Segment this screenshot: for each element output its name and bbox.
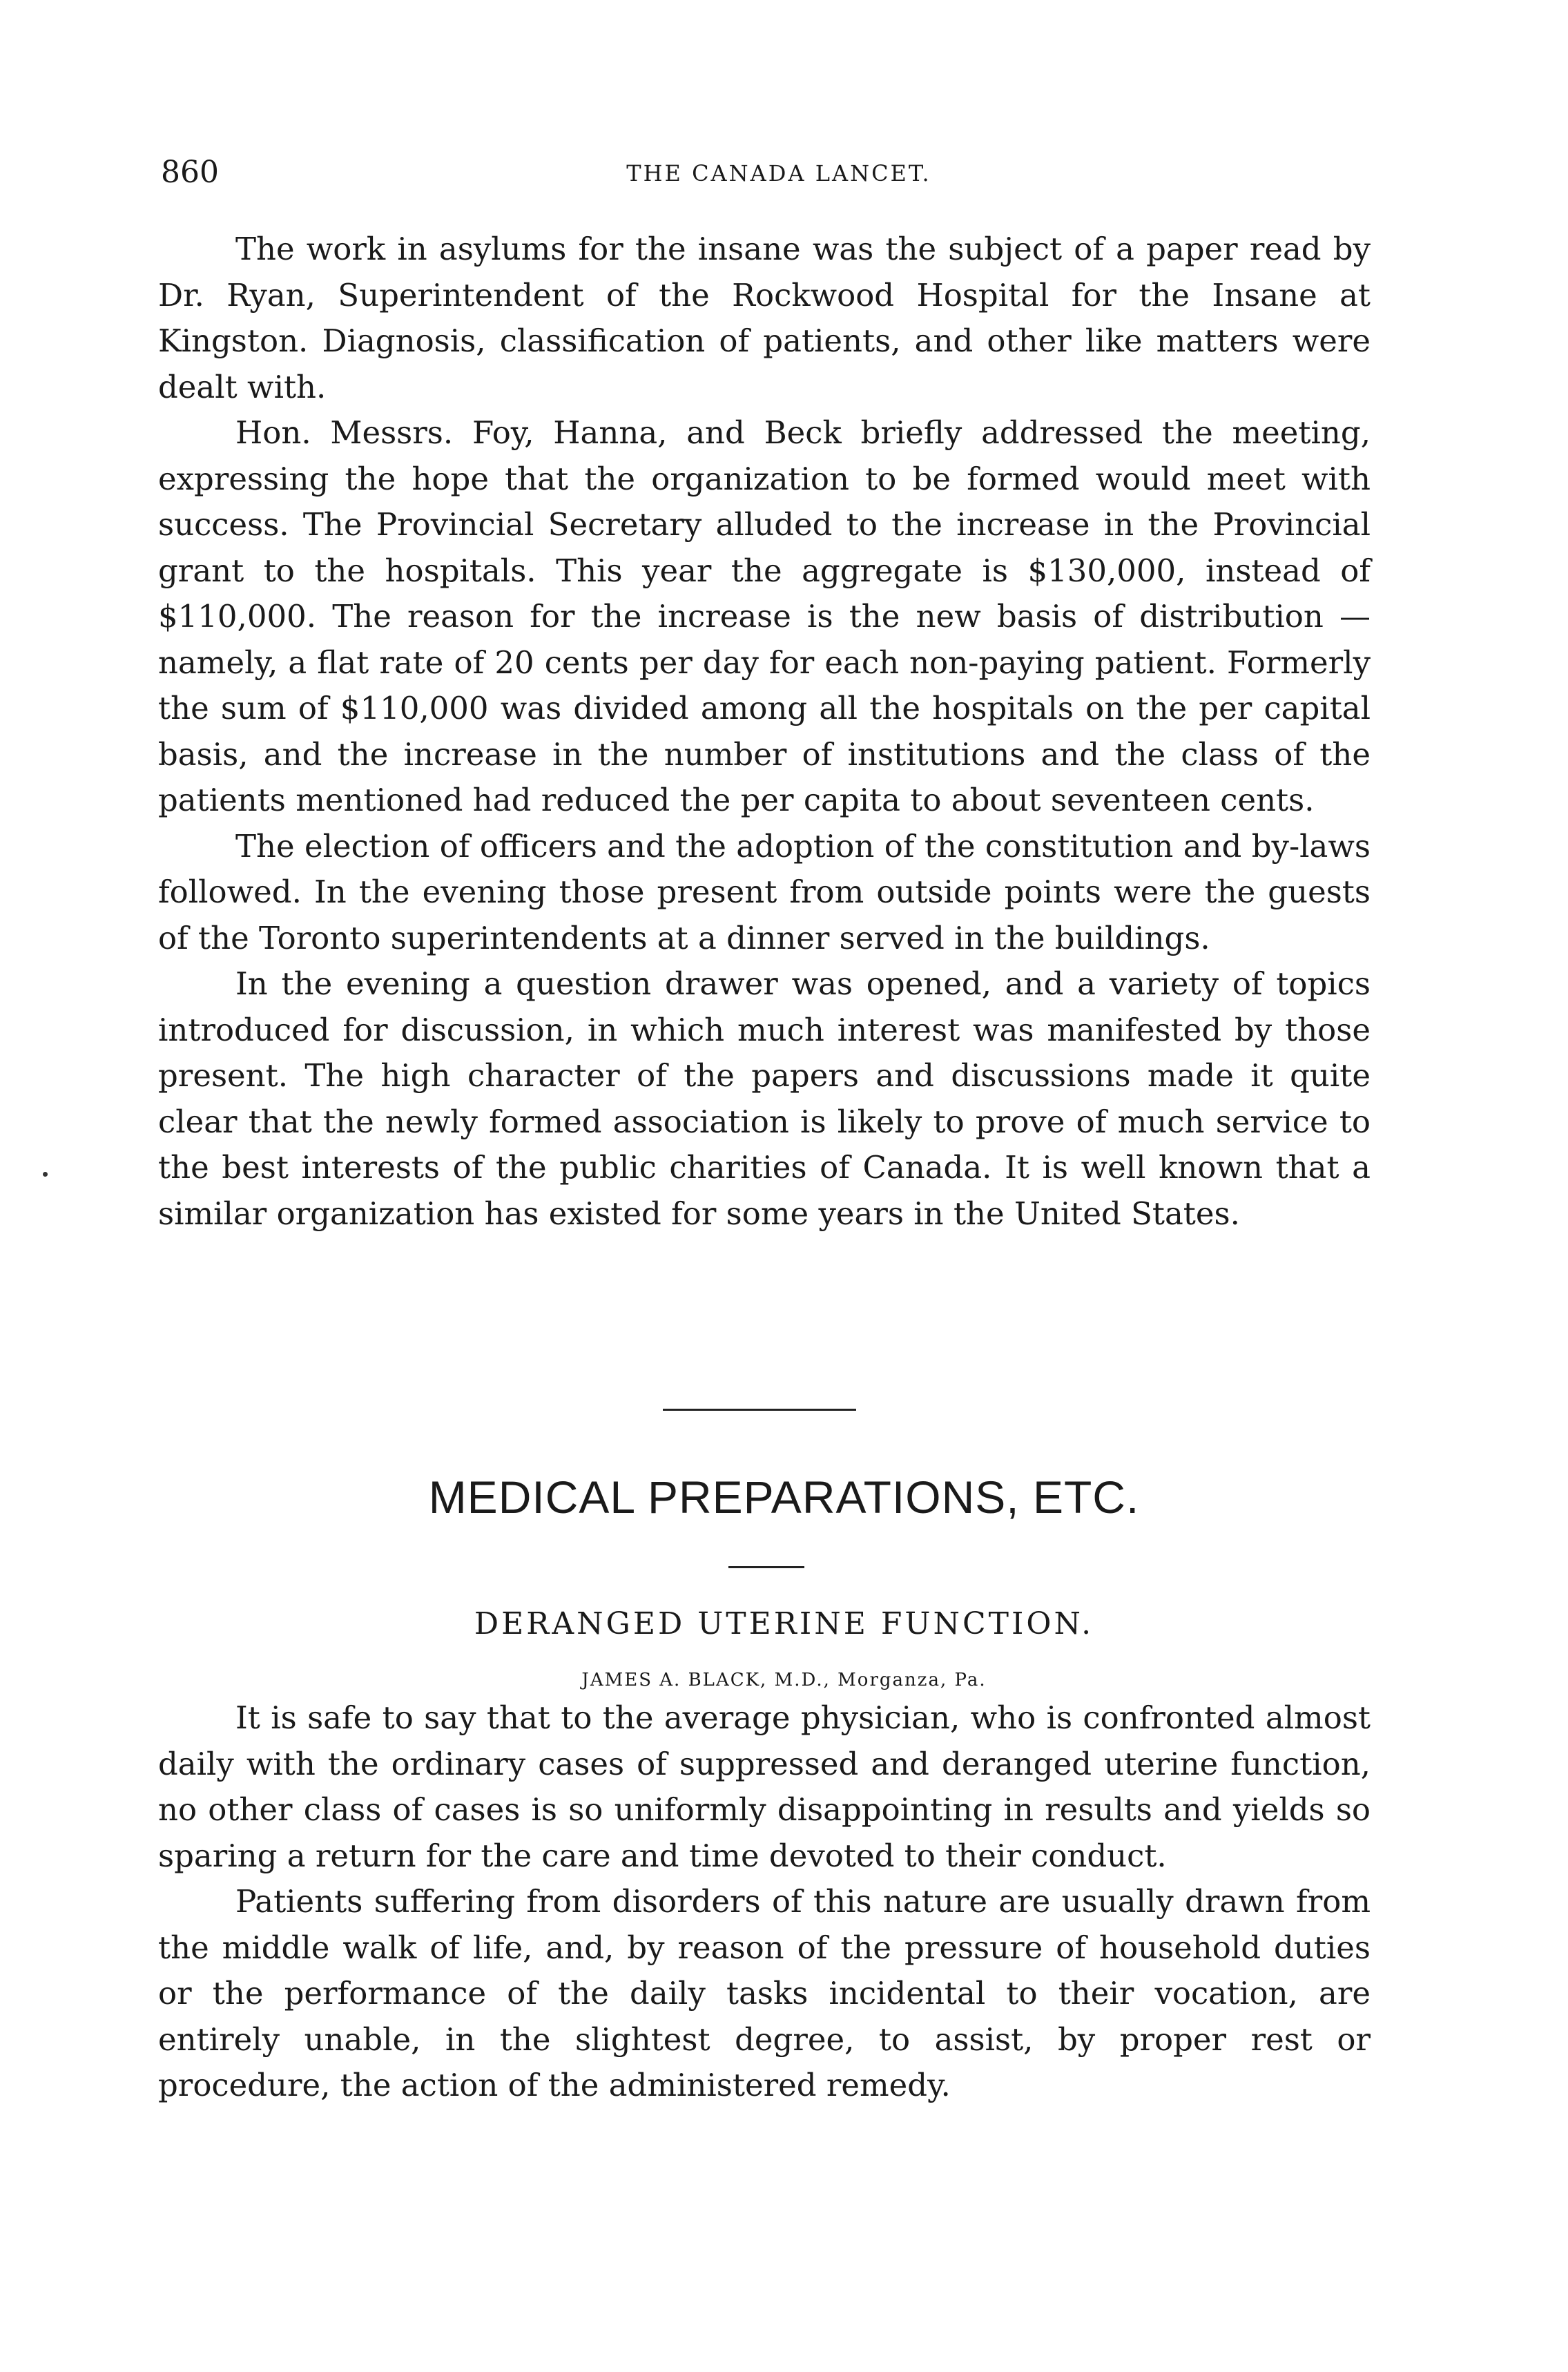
paragraph: The election of officers and the adoption of the constitution and by-laws followed. In the evening those present from outside points were the guests of the Toronto superintendents at a dinner served in the buildings. [158,827,1371,956]
section-divider [663,1409,856,1411]
paragraph: The work in asylums for the insane was the subject of a paper read by Dr. Ryan, Superintendent of the Rockwood Hospital for the Insane at Kingston. Diagnosis, classification of patients, and other like matters were dealt with. [158,231,1371,405]
asylums-section [158,226,1371,1237]
article-title: DERANGED UTERINE FUNCTION. [474,1606,1094,1641]
margin-mark [43,1172,48,1177]
author-byline: JAMES A. BLACK, M.D., Morganza, Pa. [581,1670,987,1690]
paragraph: In the evening a question drawer was opened, and a variety of topics introduced for discussion, in which much interest was manifested by those present. The high character of the papers and discussions made it quite clear that the newly formed association is likely to prove of much service to the best interests of the public charities of Canada. It is well known that a similar organization has existed for some years in the United States. [158,965,1371,1232]
page-header [161,153,1397,195]
paragraph: Hon. Messrs. Foy, Hanna, and Beck briefly addressed the meeting, expressing the hope that the organization to be formed would meet with success. The Provincial Secretary alluded to the increase in the Provincial grant to the hospitals. This year the aggregate is $130,000, instead of $110,000. The reason for the increase is the new basis of distribution —namely, a flat rate of 20 cents per day for each non-paying patient. Formerly the sum of $110,000 was divided among all the hospitals on the per capital basis, and the increase in the number of institutions and the class of the patients mentioned had reduced the per capita to about seventeen cents. [158,414,1371,818]
uterine-article-body [158,1695,1371,2109]
paragraph: Patients suffering from disorders of this nature are usually drawn from the middle walk of life, and, by reason of the pressure of household duties or the performance of the daily tasks incidental to their vocation, are entirely unable, in the slightest degree, to assist, by proper rest or procedure, the action of the administered remedy. [158,1883,1371,2103]
section-heading: MEDICAL PREPARATIONS, ETC. [428,1472,1140,1523]
paragraph: It is safe to say that to the average physician, who is confronted almost daily with the ordinary cases of suppressed and deranged uterine function, no other class of cases is so uniformly disappointing in results and yields so sparing a return for the care and time devoted to their conduct. [158,1699,1371,1874]
page-number: 860 [161,155,219,190]
heading-divider [728,1566,804,1568]
running-title: THE CANADA LANCET. [626,160,931,186]
